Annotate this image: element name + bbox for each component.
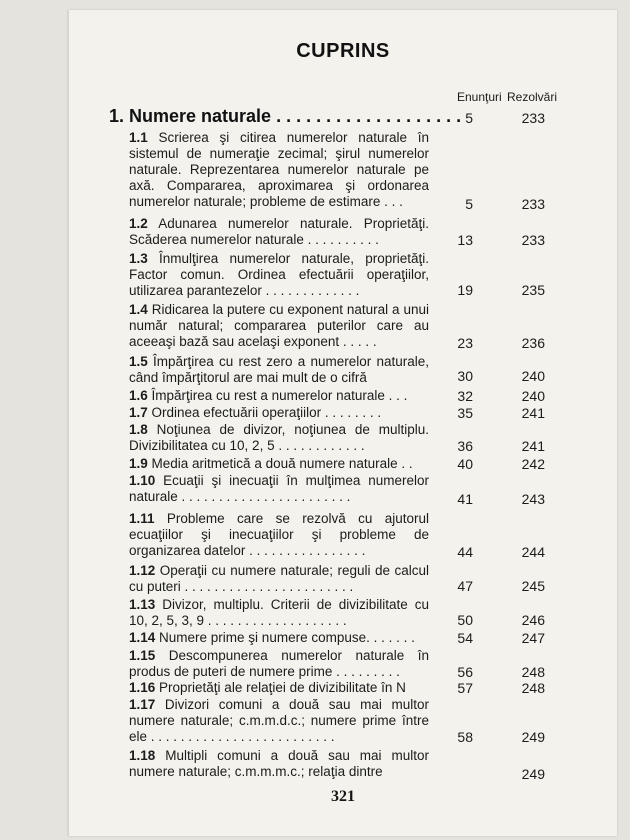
column-header-rezolvari: Rezolvări <box>507 90 558 104</box>
entry-enunturi-page: 47 <box>457 578 473 594</box>
toc-entry <box>129 405 429 421</box>
chapter-rezolvari-page: 233 <box>521 110 545 126</box>
entry-enunturi-page: 44 <box>457 544 473 560</box>
entry-enunturi-page: 23 <box>457 335 473 351</box>
toc-entry <box>129 422 429 454</box>
entry-enunturi-page: 36 <box>457 438 473 454</box>
entry-number: 1.16 <box>129 680 156 695</box>
entry-number: 1.8 <box>129 422 148 437</box>
entry-rezolvari-page: 242 <box>521 456 545 472</box>
toc-entry <box>129 302 429 350</box>
page-title: CUPRINS <box>296 40 390 62</box>
entry-text: Ecuaţii şi inecuaţii în mulţimea numerelor naturale . . . . . . . . . . . . . . . . . . . . . . . <box>129 473 429 504</box>
entry-number: 1.4 <box>129 302 148 317</box>
entry-text: Împărţirea cu rest a numerelor naturale . . . <box>147 388 408 403</box>
entry-enunturi-page: 32 <box>457 388 473 404</box>
chapter-enunturi-page: 5 <box>465 110 473 126</box>
toc-entry <box>129 388 429 404</box>
column-header-enunturi: Enunţuri <box>457 90 502 104</box>
entry-number: 1.10 <box>129 473 156 488</box>
entry-enunturi-page: 58 <box>457 729 473 745</box>
entry-text: Divizori comuni a două sau mai multor numere naturale; c.m.m.d.c.; numere prime între ele . . . . . . . . . . . . . . . . . . . . . . . . . <box>129 697 429 744</box>
entry-number: 1.11 <box>129 511 155 526</box>
toc-entry <box>129 216 429 248</box>
toc-entry <box>129 630 429 646</box>
entry-text: Ordinea efectuării operaţiilor . . . . . . . . <box>147 405 382 420</box>
book-page <box>68 10 617 836</box>
entry-text: Media aritmetică a două numere naturale . . <box>147 456 413 471</box>
entry-text: Ridicarea la putere cu exponent natural a unui număr natural; compararea puterilor care au aceeaşi bază sau acelaşi exponent . . . . . <box>129 302 429 349</box>
entry-number: 1.5 <box>129 354 148 369</box>
entry-rezolvari-page: 248 <box>521 664 545 680</box>
toc-entry <box>129 563 429 595</box>
toc-entry <box>129 456 429 472</box>
entry-rezolvari-page: 244 <box>521 544 545 560</box>
entry-text: Operaţii cu numere naturale; reguli de calcul cu puteri . . . . . . . . . . . . . . . . . . . . . . . <box>129 563 429 594</box>
entry-text: Adunarea numerelor naturale. Proprietăţi. Scăderea numerelor naturale . . . . . . . . . . <box>129 216 429 247</box>
entry-enunturi-page: 56 <box>457 664 473 680</box>
entry-enunturi-page: 35 <box>457 405 473 421</box>
entry-rezolvari-page: 240 <box>521 388 545 404</box>
entry-enunturi-page: 19 <box>457 282 473 298</box>
entry-number: 1.13 <box>129 597 156 612</box>
toc-entry <box>129 748 429 780</box>
entry-number: 1.12 <box>129 563 156 578</box>
entry-number: 1.6 <box>129 388 148 403</box>
toc-entry <box>129 597 429 629</box>
entry-rezolvari-page: 236 <box>521 335 545 351</box>
entry-text: Divizor, multiplu. Criterii de divizibilitate cu 10, 2, 5, 3, 9 . . . . . . . . . . . . . . . . . . . <box>129 597 429 628</box>
entry-rezolvari-page: 241 <box>521 438 545 454</box>
entry-number: 1.9 <box>129 456 148 471</box>
entry-number: 1.3 <box>129 251 148 266</box>
entry-enunturi-page: 57 <box>457 680 473 696</box>
toc-entry <box>129 130 429 210</box>
toc-entry <box>129 697 429 745</box>
entry-number: 1.2 <box>129 216 148 231</box>
entry-text: Împărţirea cu rest zero a numerelor naturale, când împărţitorul are mai mult de o cifră <box>129 354 429 385</box>
entry-number: 1.18 <box>129 748 156 763</box>
entry-rezolvari-page: 248 <box>521 680 545 696</box>
entry-enunturi-page: 50 <box>457 612 473 628</box>
entry-text: Descompunerea numerelor naturale în produs de puteri de numere prime . . . . . . . . . <box>129 648 429 679</box>
entry-enunturi-page: 40 <box>457 456 473 472</box>
entry-text: Înmulţirea numerelor naturale, proprietăţi. Factor comun. Ordinea efectuării operaţiilor, utilizarea parantezelor . . . . . . . . . . . . . <box>129 251 429 298</box>
entry-enunturi-page: 41 <box>457 491 473 507</box>
entry-rezolvari-page: 241 <box>521 405 545 421</box>
entry-rezolvari-page: 235 <box>521 282 545 298</box>
toc-entry <box>129 680 429 696</box>
entry-rezolvari-page: 240 <box>521 368 545 384</box>
toc-entry <box>129 511 429 559</box>
entry-rezolvari-page: 246 <box>521 612 545 628</box>
entry-number: 1.17 <box>129 697 156 712</box>
entry-rezolvari-page: 247 <box>521 630 545 646</box>
entry-number: 1.14 <box>129 630 156 645</box>
chapter-title: 1. Numere naturale . . . . . . . . . . . . . . . . . . . <box>109 106 462 126</box>
toc-entry <box>129 473 429 505</box>
entry-enunturi-page: 30 <box>457 368 473 384</box>
entry-enunturi-page: 13 <box>457 232 473 248</box>
entry-enunturi-page: 54 <box>457 630 473 646</box>
entry-rezolvari-page: 243 <box>521 491 545 507</box>
entry-text: Noţiunea de divizor, noţiunea de multiplu. Divizibilitatea cu 10, 2, 5 . . . . . . . . . . . . <box>129 422 429 453</box>
entry-number: 1.1 <box>129 130 148 145</box>
entry-text: Probleme care se rezolvă cu ajutorul ecuaţiilor şi inecuaţiilor şi probleme de organizarea datelor . . . . . . . . . . . . . . . . <box>129 511 429 558</box>
entry-number: 1.7 <box>129 405 148 420</box>
page-number: 321 <box>331 788 355 805</box>
entry-number: 1.15 <box>129 648 156 663</box>
toc-entry <box>129 354 429 386</box>
entry-enunturi-page: 5 <box>465 196 473 212</box>
entry-rezolvari-page: 245 <box>521 578 545 594</box>
entry-rezolvari-page: 233 <box>521 196 545 212</box>
toc-entry <box>129 251 429 299</box>
entry-text: Scrierea şi citirea numerelor naturale în sistemul de numeraţie zecimal; şirul numerelor naturale. Reprezentarea numerelor naturale pe axă. Compararea, aproximarea şi ordonarea numerelor naturale; probleme de estimare . . . <box>129 130 429 209</box>
toc-entry <box>129 648 429 680</box>
entry-rezolvari-page: 249 <box>521 729 545 745</box>
entry-text: Multipli comuni a două sau mai multor numere naturale; c.m.m.m.c.; relaţia dintre <box>129 748 429 779</box>
entry-rezolvari-page: 233 <box>521 232 545 248</box>
entry-text: Numere prime şi numere compuse. . . . . . . <box>155 630 415 645</box>
entry-rezolvari-page: 249 <box>521 766 545 782</box>
entry-text: Proprietăţi ale relaţiei de divizibilitate în N <box>155 680 406 695</box>
